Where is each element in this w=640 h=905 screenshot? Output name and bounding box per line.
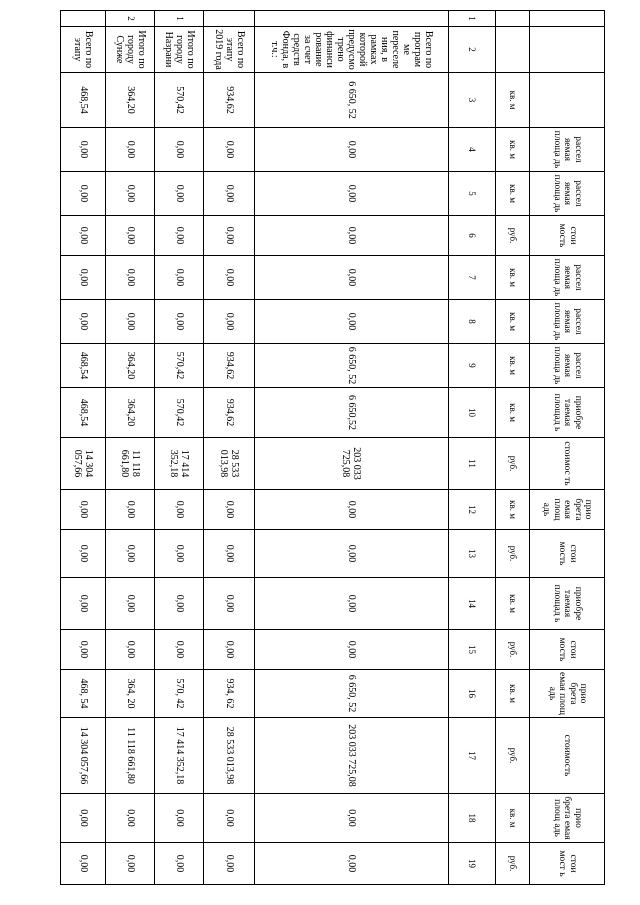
table-cell: 6 650,52 (255, 388, 448, 438)
unit-cell: руб. (495, 530, 530, 578)
table-cell: 0,00 (106, 128, 155, 172)
column-header (530, 73, 605, 128)
table-cell: 0,00 (155, 300, 204, 344)
table-cell: 0,00 (204, 172, 255, 216)
table-cell: 0,00 (255, 578, 448, 630)
table-cell: 0,00 (106, 256, 155, 300)
unit-cell: кв. м (495, 300, 530, 344)
table-cell: 0,00 (255, 172, 448, 216)
table-cell: 364, 20 (106, 670, 155, 718)
table-row-stage-2019 (204, 11, 255, 885)
table-cell: 0,00 (61, 172, 106, 216)
unit-cell: кв. м (495, 344, 530, 388)
table-cell: 934,62 (204, 344, 255, 388)
column-header: прио брета емая площ адь (530, 490, 605, 530)
table-cell: 0,00 (106, 490, 155, 530)
table-cell: 468, 54 (61, 670, 106, 718)
row-number (61, 11, 106, 27)
column-number: 2 (448, 27, 495, 73)
table-cell: 0,00 (255, 630, 448, 670)
table-cell: 468,54 (61, 388, 106, 438)
table-cell: 0,00 (61, 256, 106, 300)
table-cell: 934,62 (204, 388, 255, 438)
table-cell: 28 533 013,98 (204, 718, 255, 794)
column-header: рассел яемая площа дь (530, 344, 605, 388)
units-row (495, 11, 530, 885)
table-cell: 0,00 (255, 530, 448, 578)
table-cell: 0,00 (61, 843, 106, 885)
table-cell: 17 414 352,18 (155, 438, 204, 490)
column-header: приобре таемая площад ь (530, 578, 605, 630)
table-cell: 0,00 (204, 794, 255, 843)
column-number: 17 (448, 718, 495, 794)
table-cell: 0,00 (255, 128, 448, 172)
table-cell: 570,42 (155, 388, 204, 438)
table-cell: 0,00 (106, 630, 155, 670)
unit-cell: кв. м (495, 256, 530, 300)
row-name: Всего по програм ме переселе ния, в рамках которой предусмо трено финанси рование за счет средств Фонда, в т.ч.: (255, 27, 448, 73)
table-cell: 11 118 661,80 (106, 438, 155, 490)
table-cell: 0,00 (155, 490, 204, 530)
unit-cell (495, 11, 530, 27)
table-cell: 203 033 725,08 (255, 438, 448, 490)
table-cell: 364,20 (106, 73, 155, 128)
table-cell: 0,00 (155, 630, 204, 670)
table-cell: 0,00 (204, 300, 255, 344)
table-cell: 28 533 013,98 (204, 438, 255, 490)
table-cell: 0,00 (61, 300, 106, 344)
column-header: рассел яемая площа дь (530, 300, 605, 344)
unit-cell: кв. м (495, 388, 530, 438)
table-cell: 0,00 (255, 794, 448, 843)
table-row-total-program (255, 11, 448, 885)
column-number: 19 (448, 843, 495, 885)
table-cell: 6 650, 52 (255, 344, 448, 388)
table-cell: 0,00 (204, 530, 255, 578)
column-number: 13 (448, 530, 495, 578)
table-cell: 468,54 (61, 73, 106, 128)
table-cell: 6 650, 52 (255, 73, 448, 128)
column-number: 14 (448, 578, 495, 630)
table-cell: 0,00 (155, 216, 204, 256)
column-numbers-row (448, 11, 495, 885)
column-header: стоимость (530, 718, 605, 794)
column-header: прио бретa емая площ адь (530, 794, 605, 843)
table-cell: 14 304 057,66 (61, 718, 106, 794)
column-header: рассел яемая площа дь (530, 172, 605, 216)
unit-cell: руб. (495, 630, 530, 670)
table-cell: 0,00 (255, 216, 448, 256)
column-number: 3 (448, 73, 495, 128)
unit-cell: кв. м (495, 578, 530, 630)
table-cell: 0,00 (155, 256, 204, 300)
table-cell: 934,62 (204, 73, 255, 128)
column-number: 5 (448, 172, 495, 216)
table-cell: 0,00 (255, 843, 448, 885)
unit-cell: кв. м (495, 794, 530, 843)
header-row (530, 11, 605, 885)
table-cell: 0,00 (155, 843, 204, 885)
column-number: 7 (448, 256, 495, 300)
table-cell: 0,00 (155, 578, 204, 630)
column-number: 9 (448, 344, 495, 388)
table-cell: 570,42 (155, 344, 204, 388)
table-cell: 203 033 725,08 (255, 718, 448, 794)
column-header: приобре таемая площад ь (530, 388, 605, 438)
table-cell: 0,00 (255, 256, 448, 300)
unit-cell: кв. м (495, 670, 530, 718)
table-cell: 0,00 (204, 128, 255, 172)
unit-cell: руб. (495, 216, 530, 256)
column-header: рассел яемая площа дь (530, 128, 605, 172)
table-cell: 0,00 (204, 216, 255, 256)
table-cell: 0,00 (155, 530, 204, 578)
column-header: стои мост ь (530, 843, 605, 885)
table-cell: 6 650, 52 (255, 670, 448, 718)
table-cell: 0,00 (61, 578, 106, 630)
column-number: 15 (448, 630, 495, 670)
unit-cell: кв. м (495, 73, 530, 128)
table-cell: 0,00 (106, 530, 155, 578)
unit-cell: кв. м (495, 172, 530, 216)
table-cell: 0,00 (155, 794, 204, 843)
column-header: стои мость (530, 530, 605, 578)
column-number: 4 (448, 128, 495, 172)
table-cell: 0,00 (255, 300, 448, 344)
table-cell: 0,00 (204, 578, 255, 630)
unit-cell: кв. м (495, 128, 530, 172)
column-header (530, 11, 605, 27)
column-number: 11 (448, 438, 495, 490)
unit-cell: руб. (495, 718, 530, 794)
table-cell: 0,00 (61, 128, 106, 172)
column-number: 6 (448, 216, 495, 256)
table-row-stage-total (61, 11, 106, 885)
unit-cell: кв. м (495, 490, 530, 530)
table-row-sunzha (106, 11, 155, 885)
table-cell: 0,00 (61, 794, 106, 843)
column-number: 16 (448, 670, 495, 718)
column-number: 8 (448, 300, 495, 344)
table-cell: 0,00 (204, 490, 255, 530)
column-number: 1 (448, 11, 495, 27)
column-header: рассел яемая площа дь (530, 256, 605, 300)
unit-cell: руб. (495, 438, 530, 490)
table-cell: 0,00 (204, 630, 255, 670)
table-cell: 0,00 (106, 300, 155, 344)
table-cell: 0,00 (106, 578, 155, 630)
table-cell: 0,00 (61, 530, 106, 578)
row-number (255, 11, 448, 27)
row-number (204, 11, 255, 27)
column-header: стои мость (530, 216, 605, 256)
row-name: Итого по городу Назрани (155, 27, 204, 73)
table-cell: 364,20 (106, 344, 155, 388)
unit-cell (495, 27, 530, 73)
table-cell: 934, 62 (204, 670, 255, 718)
row-name: Всего по этапу 2019 года (204, 27, 255, 73)
table-row-nazran (155, 11, 204, 885)
table-cell: 0,00 (61, 630, 106, 670)
column-header: стои мость (530, 630, 605, 670)
table-cell: 0,00 (106, 172, 155, 216)
table-cell: 0,00 (155, 172, 204, 216)
row-name: Итого по городу Сунже (106, 27, 155, 73)
table-cell: 0,00 (61, 490, 106, 530)
rotated-table-wrapper (60, 10, 605, 877)
table-cell: 0,00 (61, 216, 106, 256)
column-header: прио бретa емая площ адь (530, 670, 605, 718)
column-number: 12 (448, 490, 495, 530)
table-cell: 570, 42 (155, 670, 204, 718)
table-cell: 11 118 661,80 (106, 718, 155, 794)
table-cell: 0,00 (106, 216, 155, 256)
column-header: стоимос ть (530, 438, 605, 490)
table-cell: 14 304 057,66 (61, 438, 106, 490)
table-cell: 17 414 352,18 (155, 718, 204, 794)
row-name: Всего по этапу (61, 27, 106, 73)
table-cell: 468,54 (61, 344, 106, 388)
table-cell: 0,00 (255, 490, 448, 530)
column-header (530, 27, 605, 73)
table-cell: 364,20 (106, 388, 155, 438)
row-number: 1 (155, 11, 204, 27)
table-cell: 0,00 (204, 843, 255, 885)
column-number: 10 (448, 388, 495, 438)
table-cell: 0,00 (106, 843, 155, 885)
row-number: 2 (106, 11, 155, 27)
table-cell: 0,00 (204, 256, 255, 300)
unit-cell: руб. (495, 843, 530, 885)
table-cell: 570,42 (155, 73, 204, 128)
resettlement-table (60, 10, 605, 885)
table-cell: 0,00 (155, 128, 204, 172)
table-cell: 0,00 (106, 794, 155, 843)
column-number: 18 (448, 794, 495, 843)
